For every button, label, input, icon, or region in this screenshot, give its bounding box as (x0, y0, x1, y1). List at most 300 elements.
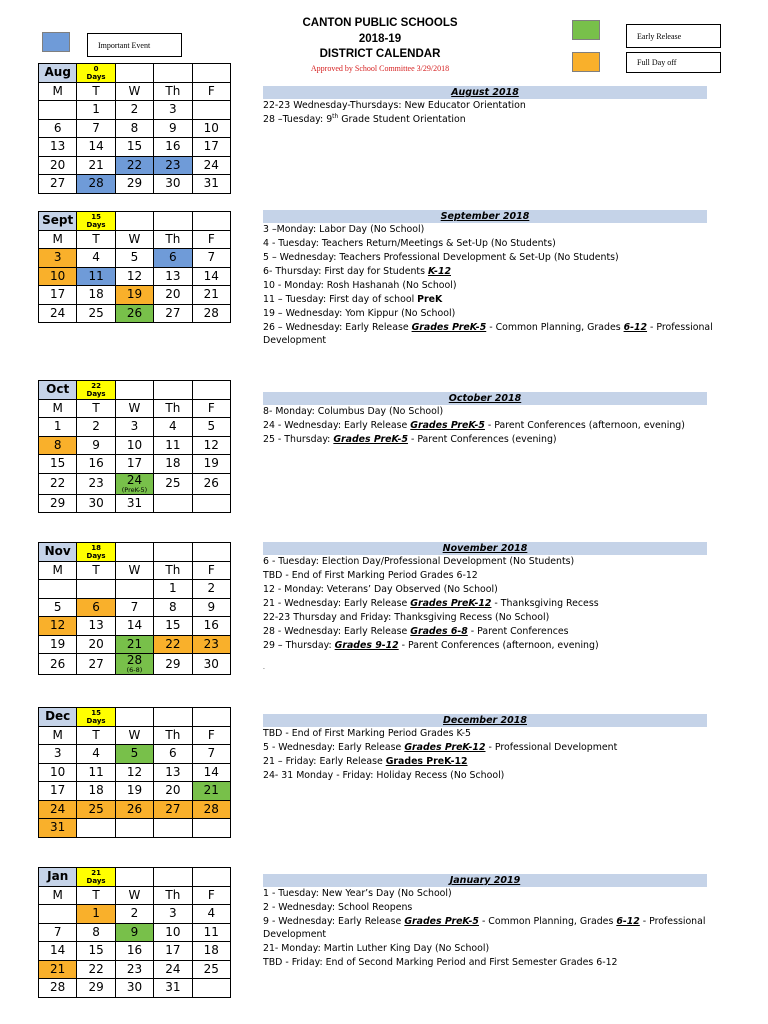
header-blank-cell (115, 64, 153, 83)
day-cell (192, 494, 230, 513)
day-cell (77, 580, 115, 599)
day-number: 24 (126, 473, 143, 487)
month-heading-text: September 2018 (440, 211, 530, 222)
event-text: TBD - Friday: End of Second Marking Period and First Semester Grades 6-12 (263, 957, 618, 968)
day-number: 8 (92, 924, 100, 939)
day-cell (39, 249, 77, 268)
event-text: 5 - Wednesday: Early Release (263, 742, 405, 753)
day-number: 1 (92, 906, 100, 921)
day-number: 22 (165, 636, 181, 651)
day-cell (39, 286, 77, 305)
weekday-header: F (192, 561, 230, 580)
day-cell (115, 156, 153, 175)
day-cell (77, 942, 115, 961)
day-number: 11 (165, 437, 181, 452)
day-number: 3 (53, 746, 62, 761)
month-heading (263, 392, 707, 405)
day-cell (77, 175, 115, 194)
day-number: 12 (126, 764, 143, 779)
day-number: 7 (207, 746, 216, 761)
day-number: 23 (165, 157, 181, 172)
event-text: 19 – Wednesday: Yom Kippur (No School) (263, 308, 456, 319)
day-cell (192, 979, 230, 998)
event-item (263, 956, 713, 970)
day-number: 28 (203, 305, 219, 320)
event-text: 25 - Thursday: (263, 434, 334, 445)
day-number: 10 (50, 764, 66, 779)
day-cell (39, 979, 77, 998)
day-number: 1 (53, 419, 62, 434)
week-row (39, 598, 231, 617)
day-cell (39, 654, 77, 675)
day-cell (115, 138, 153, 157)
week-row (39, 455, 231, 474)
event-grade-emphasis: 6-12 (616, 916, 640, 927)
day-cell (77, 923, 115, 942)
day-number: 1 (92, 102, 100, 117)
days-count: 18 (91, 543, 101, 552)
day-cell (77, 635, 115, 654)
event-text: TBD - End of First Marking Period Grades K-5 (263, 728, 472, 739)
day-number: 27 (50, 176, 66, 191)
day-cell (77, 979, 115, 998)
day-cell (39, 598, 77, 617)
header-blank-cell (115, 543, 153, 562)
event-text: 21 – Friday: Early Release (263, 756, 386, 767)
event-grade-emphasis: Grades PreK-12 (404, 742, 486, 753)
event-item (263, 279, 713, 293)
day-number: 25 (165, 476, 181, 490)
day-cell (115, 286, 153, 305)
day-cell (154, 819, 192, 838)
event-text: 22-23 Wednesday-Thursdays: New Educator Orientation (263, 100, 526, 111)
event-text: 6 - Tuesday: Election Day/Professional Development (No Students) (263, 556, 575, 567)
day-cell (77, 436, 115, 455)
day-cell (39, 905, 77, 924)
week-row (39, 905, 231, 924)
day-cell (77, 286, 115, 305)
day-number: 14 (203, 764, 219, 779)
event-text: - Professional Development (485, 742, 618, 753)
day-number: 3 (169, 102, 177, 117)
weekday-header: M (39, 726, 77, 745)
month-heading (263, 874, 707, 887)
week-row (39, 617, 231, 636)
day-cell (154, 654, 192, 675)
day-number: 7 (92, 120, 100, 135)
day-cell (77, 249, 115, 268)
day-cell (77, 782, 115, 801)
weekday-header: T (77, 886, 115, 905)
day-number: 30 (165, 176, 181, 191)
month-heading (263, 86, 707, 99)
day-cell (39, 304, 77, 323)
event-item (263, 611, 713, 625)
event-text: - Common Planning, Grades (478, 916, 617, 927)
header-blank-cell (192, 708, 230, 727)
week-row (39, 800, 231, 819)
month-name: Aug (39, 64, 77, 83)
day-number: 23 (126, 961, 143, 976)
day-cell (192, 175, 230, 194)
month-name: Nov (39, 543, 77, 562)
day-number: 23 (88, 476, 104, 490)
day-number: 19 (50, 636, 66, 651)
day-cell (77, 819, 115, 838)
day-number: 16 (126, 943, 143, 958)
event-item (263, 237, 713, 251)
day-number: 13 (88, 618, 104, 633)
month-heading (263, 542, 707, 555)
full-day-off-legend (626, 52, 721, 73)
day-cell (154, 782, 192, 801)
day-number: 22 (88, 961, 104, 976)
day-number: 26 (50, 656, 66, 671)
day-number: 27 (165, 801, 181, 816)
day-number: 20 (165, 287, 181, 302)
weekday-header: W (115, 886, 153, 905)
weekday-header: W (115, 561, 153, 580)
event-text: 28 –Tuesday: 9 (263, 114, 333, 125)
weekday-header: W (115, 230, 153, 249)
event-grade-emphasis: Grades PreK-5 (410, 420, 485, 431)
header-blank-cell (154, 868, 192, 887)
event-text: - Parent Conferences (afternoon, evening) (484, 420, 685, 431)
weekday-header: T (77, 82, 115, 101)
event-item (263, 915, 713, 941)
event-item (263, 433, 713, 447)
weekday-header: Th (154, 399, 192, 418)
day-number: 9 (207, 599, 216, 614)
day-cell (115, 654, 153, 675)
day-number: 10 (126, 437, 143, 452)
day-note: (6-8) (126, 666, 143, 674)
day-cell (39, 763, 77, 782)
day-cell (154, 249, 192, 268)
full-day-off-swatch (572, 52, 600, 72)
week-row (39, 494, 231, 513)
event-item (263, 901, 713, 915)
day-cell (192, 819, 230, 838)
day-cell (192, 138, 230, 157)
day-cell (77, 473, 115, 494)
event-item (263, 625, 713, 639)
day-number: 9 (169, 120, 177, 135)
weekday-header: M (39, 561, 77, 580)
day-cell (154, 119, 192, 138)
day-number: 21 (203, 783, 219, 798)
event-item (263, 727, 713, 741)
day-number: 22 (126, 157, 143, 172)
day-number: 20 (50, 157, 66, 172)
day-cell (115, 979, 153, 998)
week-row (39, 119, 231, 138)
event-text: 11 – Tuesday: First day of school (263, 294, 418, 305)
day-number: 28 (203, 801, 219, 816)
day-cell (39, 175, 77, 194)
event-grade-emphasis: Grades 9-12 (334, 640, 399, 651)
page-title (260, 16, 500, 63)
day-cell (115, 249, 153, 268)
week-row (39, 819, 231, 838)
event-item (263, 942, 713, 956)
important-event-legend (87, 33, 182, 57)
event-item (263, 583, 713, 597)
title-line-1: CANTON PUBLIC SCHOOLS (302, 17, 458, 29)
day-cell (115, 101, 153, 120)
weekday-header: F (192, 230, 230, 249)
header-blank-cell (154, 381, 192, 400)
day-number: 13 (165, 268, 181, 283)
weekday-header: Th (154, 886, 192, 905)
event-grade-emphasis: Grades PreK-12 (410, 598, 492, 609)
important-event-label: Important Event (98, 41, 151, 50)
day-number: 31 (165, 980, 181, 995)
event-text: - Common Planning, Grades (486, 322, 624, 333)
day-cell (115, 745, 153, 764)
weekday-header: W (115, 726, 153, 745)
early-release-legend (626, 24, 721, 48)
weekday-header: F (192, 82, 230, 101)
day-cell (39, 473, 77, 494)
month-name: Jan (39, 868, 77, 887)
day-cell (77, 156, 115, 175)
day-cell (39, 418, 77, 437)
day-cell (192, 101, 230, 120)
month-heading-text: January 2019 (449, 875, 521, 886)
day-number: 24 (50, 305, 66, 320)
header-blank-cell (192, 381, 230, 400)
day-cell (192, 249, 230, 268)
day-note: (PreK-5) (121, 485, 148, 494)
day-cell (192, 960, 230, 979)
day-cell (154, 304, 192, 323)
day-number: 28 (126, 653, 143, 667)
event-text: - Professional Development (263, 916, 706, 940)
day-cell (115, 960, 153, 979)
day-number: 14 (50, 943, 66, 958)
event-item (263, 419, 713, 433)
event-text: - Thanksgiving Recess (491, 598, 599, 609)
day-cell (154, 473, 192, 494)
month-calendar (38, 211, 231, 323)
day-cell (154, 763, 192, 782)
day-cell (192, 942, 230, 961)
week-row (39, 436, 231, 455)
weekday-header: W (115, 399, 153, 418)
days-word: Days (86, 716, 106, 725)
day-number: 6 (169, 746, 177, 761)
event-item (263, 99, 713, 113)
day-number: 30 (88, 495, 104, 510)
event-item (263, 555, 713, 569)
day-number: 7 (130, 599, 139, 614)
month-calendar (38, 542, 231, 675)
day-number: 18 (203, 943, 219, 958)
day-number: 9 (130, 924, 139, 939)
day-cell (77, 745, 115, 764)
full-day-off-label: Full Day off (637, 58, 677, 67)
day-number: 14 (88, 139, 104, 154)
day-cell (39, 119, 77, 138)
day-cell (154, 175, 192, 194)
day-cell (192, 436, 230, 455)
day-cell (39, 138, 77, 157)
day-cell (192, 473, 230, 494)
event-text: 24- 31 Monday - Friday: Holiday Recess (No School) (263, 770, 505, 781)
event-grade-emphasis: Grades 6-8 (410, 626, 468, 637)
day-cell (115, 923, 153, 942)
day-number: 15 (88, 943, 104, 958)
week-row (39, 267, 231, 286)
event-text: 4 - Tuesday: Teachers Return/Meetings & Set-Up (No Students) (263, 238, 556, 249)
week-row (39, 418, 231, 437)
day-number: 26 (203, 476, 219, 490)
event-text: 3 –Monday: Labor Day (No School) (263, 224, 425, 235)
day-cell (39, 580, 77, 599)
day-number: 25 (203, 961, 219, 976)
day-number: 16 (203, 618, 219, 633)
day-cell (192, 654, 230, 675)
day-number: 20 (88, 636, 104, 651)
day-cell (192, 598, 230, 617)
day-number: 6 (53, 120, 62, 135)
day-number: 4 (92, 250, 100, 265)
day-cell (115, 635, 153, 654)
weekday-header: M (39, 82, 77, 101)
day-number: 16 (88, 456, 104, 471)
day-cell (154, 942, 192, 961)
day-number: 16 (165, 139, 181, 154)
day-number: 14 (126, 618, 143, 633)
day-cell (77, 617, 115, 636)
event-text: 29 – Thursday: (263, 640, 335, 651)
day-cell (115, 304, 153, 323)
day-cell (77, 598, 115, 617)
event-text: 6- Thursday: First day for Students (263, 266, 428, 277)
weekday-header: Th (154, 82, 192, 101)
week-row (39, 942, 231, 961)
day-number: 25 (88, 305, 104, 320)
event-item (263, 405, 713, 419)
day-cell (192, 304, 230, 323)
day-cell (39, 819, 77, 838)
weekday-header: F (192, 399, 230, 418)
month-heading (263, 714, 707, 727)
day-cell (77, 654, 115, 675)
day-cell (115, 473, 153, 494)
month-calendar (38, 707, 231, 838)
title-line-2: 2018-19 (358, 32, 402, 45)
event-text: 1 - Tuesday: New Year’s Day (No School) (263, 888, 452, 899)
days-count: 0 (93, 64, 99, 73)
event-text: . (263, 664, 265, 671)
week-row (39, 286, 231, 305)
instruction-days (77, 708, 115, 727)
event-list (263, 405, 713, 447)
day-number: 8 (130, 120, 139, 135)
day-number: 17 (203, 139, 219, 154)
day-number: 19 (126, 783, 143, 798)
event-item (263, 639, 713, 653)
weekday-header: M (39, 399, 77, 418)
event-text: 8- Monday: Columbus Day (No School) (263, 406, 444, 417)
event-grade-emphasis: 6-12 (623, 322, 648, 333)
early-release-label: Early Release (637, 32, 682, 41)
month-heading-text: October 2018 (448, 393, 522, 404)
day-number: 14 (203, 268, 219, 283)
event-item (263, 741, 713, 755)
event-item (263, 265, 713, 279)
day-cell (192, 119, 230, 138)
day-number: 18 (88, 287, 104, 302)
day-cell (77, 494, 115, 513)
day-cell (154, 960, 192, 979)
event-text: 28 - Wednesday: Early Release (263, 626, 411, 637)
day-cell (77, 455, 115, 474)
week-row (39, 101, 231, 120)
day-number: 29 (165, 656, 181, 671)
event-text: 22-23 Thursday and Friday: Thanksgiving Recess (No School) (263, 612, 550, 623)
event-item (263, 569, 713, 583)
day-number: 10 (50, 268, 66, 283)
day-cell (77, 101, 115, 120)
day-cell (154, 923, 192, 942)
event-text: - Professional Development (263, 322, 713, 346)
day-number: 6 (169, 250, 177, 265)
month-name: Dec (39, 708, 77, 727)
event-text: - Parent Conferences (evening) (407, 434, 557, 445)
day-cell (39, 156, 77, 175)
day-number: 24 (50, 801, 66, 816)
day-cell (115, 905, 153, 924)
event-item (263, 293, 713, 307)
week-row (39, 763, 231, 782)
week-row (39, 960, 231, 979)
day-number: 8 (169, 599, 177, 614)
weekday-header: T (77, 230, 115, 249)
day-cell (192, 418, 230, 437)
day-cell (154, 979, 192, 998)
day-number: 24 (165, 961, 181, 976)
month-calendar (38, 63, 231, 194)
day-cell (154, 598, 192, 617)
days-word: Days (86, 220, 106, 229)
day-number: 2 (130, 102, 139, 117)
day-number: 27 (88, 656, 104, 671)
day-cell (192, 635, 230, 654)
title-line-3: DISTRICT CALENDAR (319, 48, 441, 60)
day-cell (39, 635, 77, 654)
day-number: 3 (53, 250, 62, 265)
day-cell (192, 745, 230, 764)
day-number: 5 (130, 250, 139, 265)
event-grade-emphasis: Grades PreK-5 (411, 322, 487, 333)
days-count: 15 (91, 212, 101, 221)
month-calendar (38, 380, 231, 513)
month-heading-text: November 2018 (442, 543, 528, 554)
day-cell (39, 436, 77, 455)
day-cell (115, 267, 153, 286)
day-number: 9 (92, 437, 100, 452)
header-blank-cell (115, 381, 153, 400)
day-number: 12 (203, 437, 219, 452)
weekday-header: Th (154, 726, 192, 745)
day-cell (154, 800, 192, 819)
day-number: 18 (165, 456, 181, 471)
day-cell (192, 617, 230, 636)
day-number: 29 (88, 980, 104, 995)
